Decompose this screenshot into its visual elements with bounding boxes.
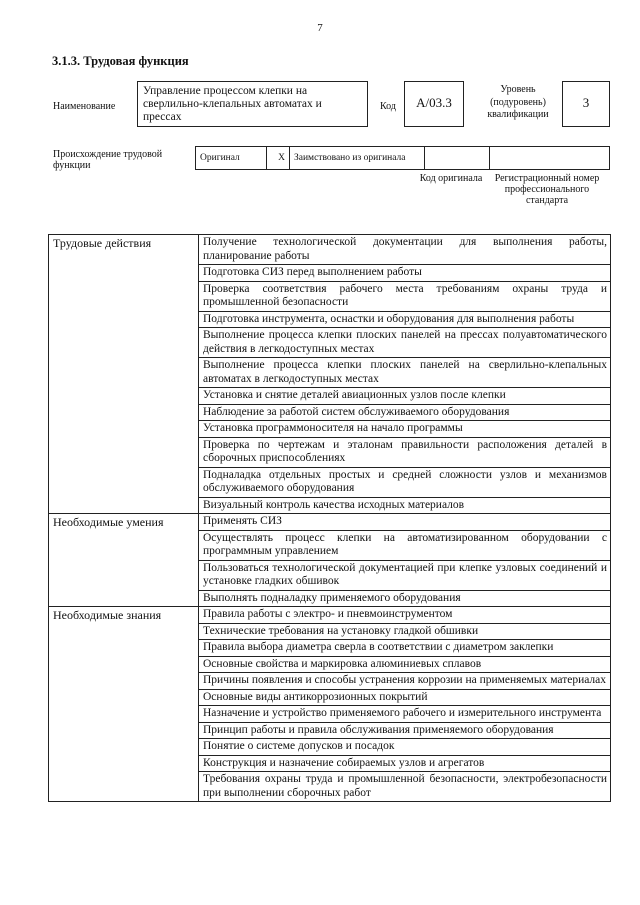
origin-table	[195, 146, 610, 170]
list-item: Основные виды антикоррозионных покрытий	[199, 690, 610, 707]
page-number: 7	[317, 22, 323, 34]
list-item: Выполнение процесса клепки плоских панелей на прессах полуавтоматического действия в легкодоступных местах	[199, 328, 610, 358]
category-label: Трудовые действия	[49, 235, 199, 514]
code-original-label: Код оригинала	[419, 173, 483, 184]
list-item: Назначение и устройство применяемого рабочего и измерительного инструмента	[199, 706, 610, 723]
list-item: Осуществлять процесс клепки на автоматизированном оборудовании с программным управлением	[199, 531, 610, 561]
list-item: Правила выбора диаметра сверла в соответствии с диаметром заклепки	[199, 640, 610, 657]
list-item: Выполнение процесса клепки плоских панелей на сверлильно-клепальных автоматах в легкодоступных местах	[199, 358, 610, 388]
section-title: 3.1.3. Трудовая функция	[52, 54, 189, 68]
list-item: Понятие о системе допусков и посадок	[199, 739, 610, 756]
list-item: Пользоваться технологической документацией при клепке узловых соединений и установке гладких обшивок	[199, 561, 610, 591]
items-cell	[199, 514, 611, 607]
list-item: Причины появления и способы устранения коррозии на применяемых материалах	[199, 673, 610, 690]
list-item: Визуальный контроль качества исходных материалов	[203, 498, 465, 511]
table-row	[49, 607, 611, 802]
level-label: Уровень (подуровень) квалификации	[487, 84, 549, 120]
list-item: Правила работы с электро- и пневмоинструментом	[199, 607, 610, 624]
list-item: Выполнять подналадку применяемого оборудования	[203, 591, 461, 604]
function-name: Управление процессом клепки на сверлильно-клепальных автоматах и прессах	[137, 81, 368, 127]
list-item: Установка программоносителя на начало программы	[199, 421, 610, 438]
original-mark: X	[267, 147, 290, 170]
borrowed-label: Заимствовано из оригинала	[290, 147, 425, 170]
category-label: Необходимые умения	[49, 514, 199, 607]
list-item: Подналадка отдельных простых и средней сложности узлов и механизмов обслуживаемого оборудования	[199, 468, 610, 498]
list-item: Требования охраны труда и промышленной безопасности, электробезопасности при выполнении сборочных работ	[203, 773, 607, 799]
list-item: Установка и снятие деталей авиационных узлов после клепки	[199, 388, 610, 405]
table-row	[49, 514, 611, 607]
original-label: Оригинал	[196, 147, 267, 170]
list-item: Проверка соответствия рабочего места требованиям охраны труда и промышленной безопасности	[199, 282, 610, 312]
list-item: Получение технологической документации для выполнения работы, планирование работы	[199, 235, 610, 265]
items-cell	[199, 607, 611, 802]
reg-number-label: Регистрационный номер профессионального стандарта	[494, 173, 600, 206]
list-item: Подготовка СИЗ перед выполнением работы	[199, 265, 610, 282]
reg-number-cell	[490, 147, 610, 170]
origin-label: Происхождение трудовой функции	[53, 149, 163, 171]
list-item: Конструкция и назначение собираемых узлов и агрегатов	[199, 756, 610, 773]
items-cell	[199, 235, 611, 514]
code-original-cell	[425, 147, 490, 170]
list-item: Наблюдение за работой систем обслуживаемого оборудования	[199, 405, 610, 422]
table-row	[49, 235, 611, 514]
code-label: Код	[380, 101, 396, 112]
level-value: 3	[562, 81, 610, 127]
list-item: Основные свойства и маркировка алюминиевых сплавов	[199, 657, 610, 674]
function-table	[48, 234, 611, 802]
list-item: Подготовка инструмента, оснастки и оборудования для выполнения работы	[199, 312, 610, 329]
name-label: Наименование	[53, 101, 116, 112]
list-item: Принцип работы и правила обслуживания применяемого оборудования	[199, 723, 610, 740]
list-item: Проверка по чертежам и эталонам правильности расположения деталей в сборочных приспособлениях	[199, 438, 610, 468]
code-value: А/03.3	[404, 81, 464, 127]
list-item: Применять СИЗ	[199, 514, 610, 531]
list-item: Технические требования на установку гладкой обшивки	[199, 624, 610, 641]
category-label: Необходимые знания	[49, 607, 199, 802]
